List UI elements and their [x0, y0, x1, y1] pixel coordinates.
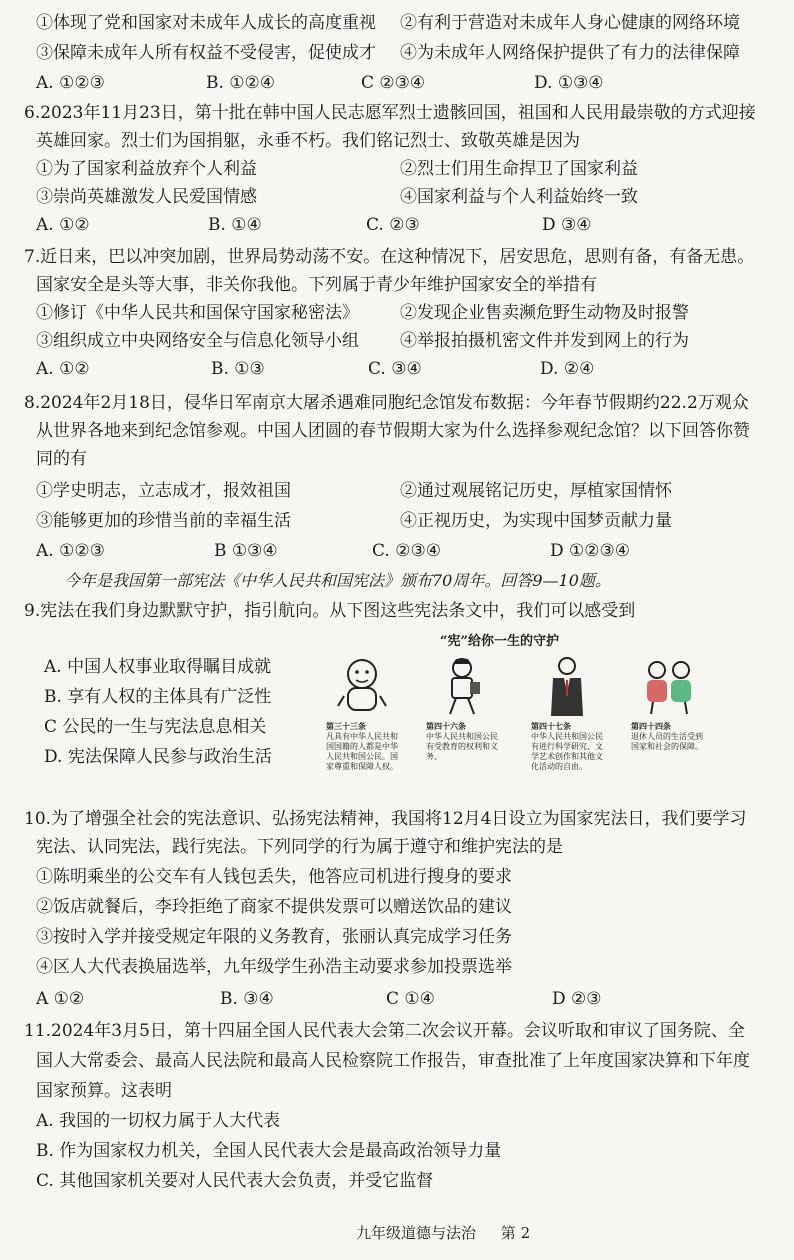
businessman-icon [539, 656, 595, 718]
q10-stem-line-1: 10.为了增强全社会的宪法意识、弘扬宪法精神，我国将12月4日设立为国家宪法日，我们要学习 [24, 809, 747, 829]
q9-option-a[interactable]: A. 中国人权事业取得瞩目成就 [44, 657, 272, 677]
q5-statement-2: ②有利于营造对未成年人身心健康的网络环境 [400, 13, 740, 33]
q8-statement-4: ④正视历史，为实现中国梦贡献力量 [400, 511, 672, 531]
q8-statement-1: ①学史明志，立志成才，报效祖国 [36, 481, 291, 501]
q9-option-d[interactable]: D. 宪法保障人民参与政治生活 [44, 747, 272, 767]
figure-panel-adult [527, 652, 609, 790]
q8-stem-line-2: 从世界各地来到纪念馆参观。中国人团圆的春节假期大家为什么选择参观纪念馆？以下回答你赞 [36, 421, 750, 441]
figure-caption-3 [531, 722, 607, 772]
q10-statement-2: ②饭店就餐后，李玲拒绝了商家不提供发票可以赠送饮品的建议 [36, 897, 512, 917]
figure-caption-4 [631, 722, 707, 752]
q7-statement-2: ②发现企业售卖濒危野生动物及时报警 [400, 303, 689, 323]
q5-statement-4: ④为未成年人网络保护提供了有力的法律保障 [400, 43, 740, 63]
figure-caption-2 [426, 722, 502, 762]
q11-stem-line-2: 国人大常委会、最高人民法院和最高人民检察院工作报告，审查批准了上年度国家决算和下年度 [36, 1051, 750, 1071]
q7-stem-line-2: 国家安全是头等大事，非关你我他。下列属于青少年维护国家安全的举措有 [36, 275, 597, 295]
q5-statement-3: ③保障未成年人所有权益不受侵害，促使成才 [36, 43, 376, 63]
q5-option-b[interactable]: B. ①②④ [206, 73, 276, 93]
q7-option-a[interactable]: A. ①② [36, 359, 90, 379]
page-footer [356, 1222, 550, 1243]
q8-statement-3: ③能够更加的珍惜当前的幸福生活 [36, 511, 291, 531]
figure-article-2: 第四十六条 [426, 722, 466, 731]
figure-title: “宪”给你一生的守护 [440, 634, 559, 649]
elderly-couple-icon [639, 656, 699, 718]
q10-option-d[interactable]: D ②③ [552, 989, 602, 1009]
footer-page-number: 第 2 [500, 1224, 531, 1242]
q8-option-b[interactable]: B ①③④ [214, 541, 278, 561]
q8-option-d[interactable]: D ①②③④ [550, 541, 630, 561]
q10-option-c[interactable]: C ①④ [386, 989, 435, 1009]
q11-stem-line-1: 11.2024年3月5日，第十四届全国人民代表大会第二次会议开幕。会议听取和审议了国务院、全 [24, 1021, 745, 1041]
q5-option-c[interactable]: C ②③④ [361, 73, 426, 93]
q5-option-a[interactable]: A. ①②③ [36, 73, 105, 93]
q8-statement-2: ②通过观展铭记历史，厚植家国情怀 [400, 481, 672, 501]
q8-stem-line-1: 8.2024年2月18日，侵华日军南京大屠杀遇难同胞纪念馆发布数据：今年春节假期约22.2万观众 [24, 393, 749, 413]
figure-article-4: 第四十四条 [631, 722, 671, 731]
q7-statement-3: ③组织成立中央网络安全与信息化领导小组 [36, 331, 359, 351]
q7-option-b[interactable]: B. ①③ [211, 359, 265, 379]
q6-statement-1: ①为了国家利益放弃个人利益 [36, 159, 257, 179]
q7-stem-line-1: 7.近日来，巴以冲突加剧，世界局势动荡不安。在这种情况下，居安思危，思则有备，有备无患。 [24, 247, 755, 267]
q6-option-a[interactable]: A. ①② [36, 215, 90, 235]
q7-statement-4: ④举报拍摄机密文件并发到网上的行为 [400, 331, 689, 351]
q10-statement-3: ③按时入学并接受规定年限的义务教育，张丽认真完成学习任务 [36, 927, 512, 947]
q10-statement-1: ①陈明乘坐的公交车有人钱包丢失，他答应司机进行搜身的要求 [36, 867, 512, 887]
q8-option-c[interactable]: C. ②③④ [372, 541, 441, 561]
q7-option-d[interactable]: D. ②④ [540, 359, 595, 379]
figure-text-2: 中华人民共和国公民有受教育的权利和义务。 [426, 732, 498, 761]
constitution-figure [322, 630, 717, 790]
q11-option-b[interactable]: B. 作为国家权力机关，全国人民代表大会是最高政治领导力量 [36, 1141, 502, 1161]
q8-stem-line-3: 同的有 [36, 449, 87, 469]
q6-stem-line-1: 6.2023年11月23日，第十批在韩中国人民志愿军烈士遗骸回国，祖国和人民用最崇敬的方式迎接 [24, 103, 756, 123]
q11-option-a[interactable]: A. 我国的一切权力属于人大代表 [36, 1111, 281, 1131]
q6-statement-3: ③崇尚英雄激发人民爱国情感 [36, 187, 257, 207]
footer-subject: 九年级道德与法治 [356, 1224, 477, 1242]
q6-statement-4: ④国家利益与个人利益始终一致 [400, 187, 638, 207]
figure-panel-student [422, 652, 504, 790]
section-intro: 今年是我国第一部宪法《中华人民共和国宪法》颁布70周年。回答9—10题。 [64, 571, 611, 590]
figure-text-4: 退休人员的生活受到国家和社会的保障。 [631, 732, 703, 751]
q10-option-b[interactable]: B. ③④ [220, 989, 274, 1009]
q9-option-c[interactable]: C 公民的一生与宪法息息相关 [44, 717, 267, 737]
figure-article-3: 第四十七条 [531, 722, 571, 731]
figure-panel-elderly [627, 652, 709, 790]
figure-panel-baby [322, 652, 404, 790]
q9-stem: 9.宪法在我们身边默默守护，指引航向。从下图这些宪法条文中，我们可以感受到 [24, 601, 636, 621]
q6-option-c[interactable]: C. ②③ [366, 215, 420, 235]
student-icon [434, 656, 490, 718]
figure-text-3: 中华人民共和国公民有进行科学研究、文学艺术创作和其他文化活动的自由。 [531, 732, 603, 771]
figure-text-1: 凡具有中华人民共和国国籍的人都是中华人民共和国公民。国家尊重和保障人权。 [326, 732, 398, 771]
q11-option-c[interactable]: C. 其他国家机关要对人民代表大会负责，并受它监督 [36, 1171, 434, 1191]
q6-stem-line-2: 英雄回家。烈士们为国捐躯，永垂不朽。我们铭记烈士、致敬英雄是因为 [36, 131, 580, 151]
q6-option-d[interactable]: D ③④ [542, 215, 592, 235]
q7-statement-1: ①修订《中华人民共和国保守国家秘密法》 [36, 303, 359, 323]
q7-option-c[interactable]: C. ③④ [368, 359, 422, 379]
q10-statement-4: ④区人大代表换届选举，九年级学生孙浩主动要求参加投票选举 [36, 957, 512, 977]
q5-statement-1: ①体现了党和国家对未成年人成长的高度重视 [36, 13, 376, 33]
q10-stem-line-2: 宪法、认同宪法，践行宪法。下列同学的行为属于遵守和维护宪法的是 [36, 837, 563, 857]
q9-option-b[interactable]: B. 享有人权的主体具有广泛性 [44, 687, 272, 707]
figure-caption-1 [326, 722, 402, 772]
q5-option-d[interactable]: D. ①③④ [534, 73, 604, 93]
figure-article-1: 第三十三条 [326, 722, 366, 731]
q8-option-a[interactable]: A. ①②③ [36, 541, 105, 561]
q6-option-b[interactable]: B. ①④ [208, 215, 262, 235]
baby-icon [334, 656, 390, 718]
q10-option-a[interactable]: A ①② [36, 989, 85, 1009]
q6-statement-2: ②烈士们用生命捍卫了国家利益 [400, 159, 638, 179]
q11-stem-line-3: 国家预算。这表明 [36, 1081, 172, 1101]
